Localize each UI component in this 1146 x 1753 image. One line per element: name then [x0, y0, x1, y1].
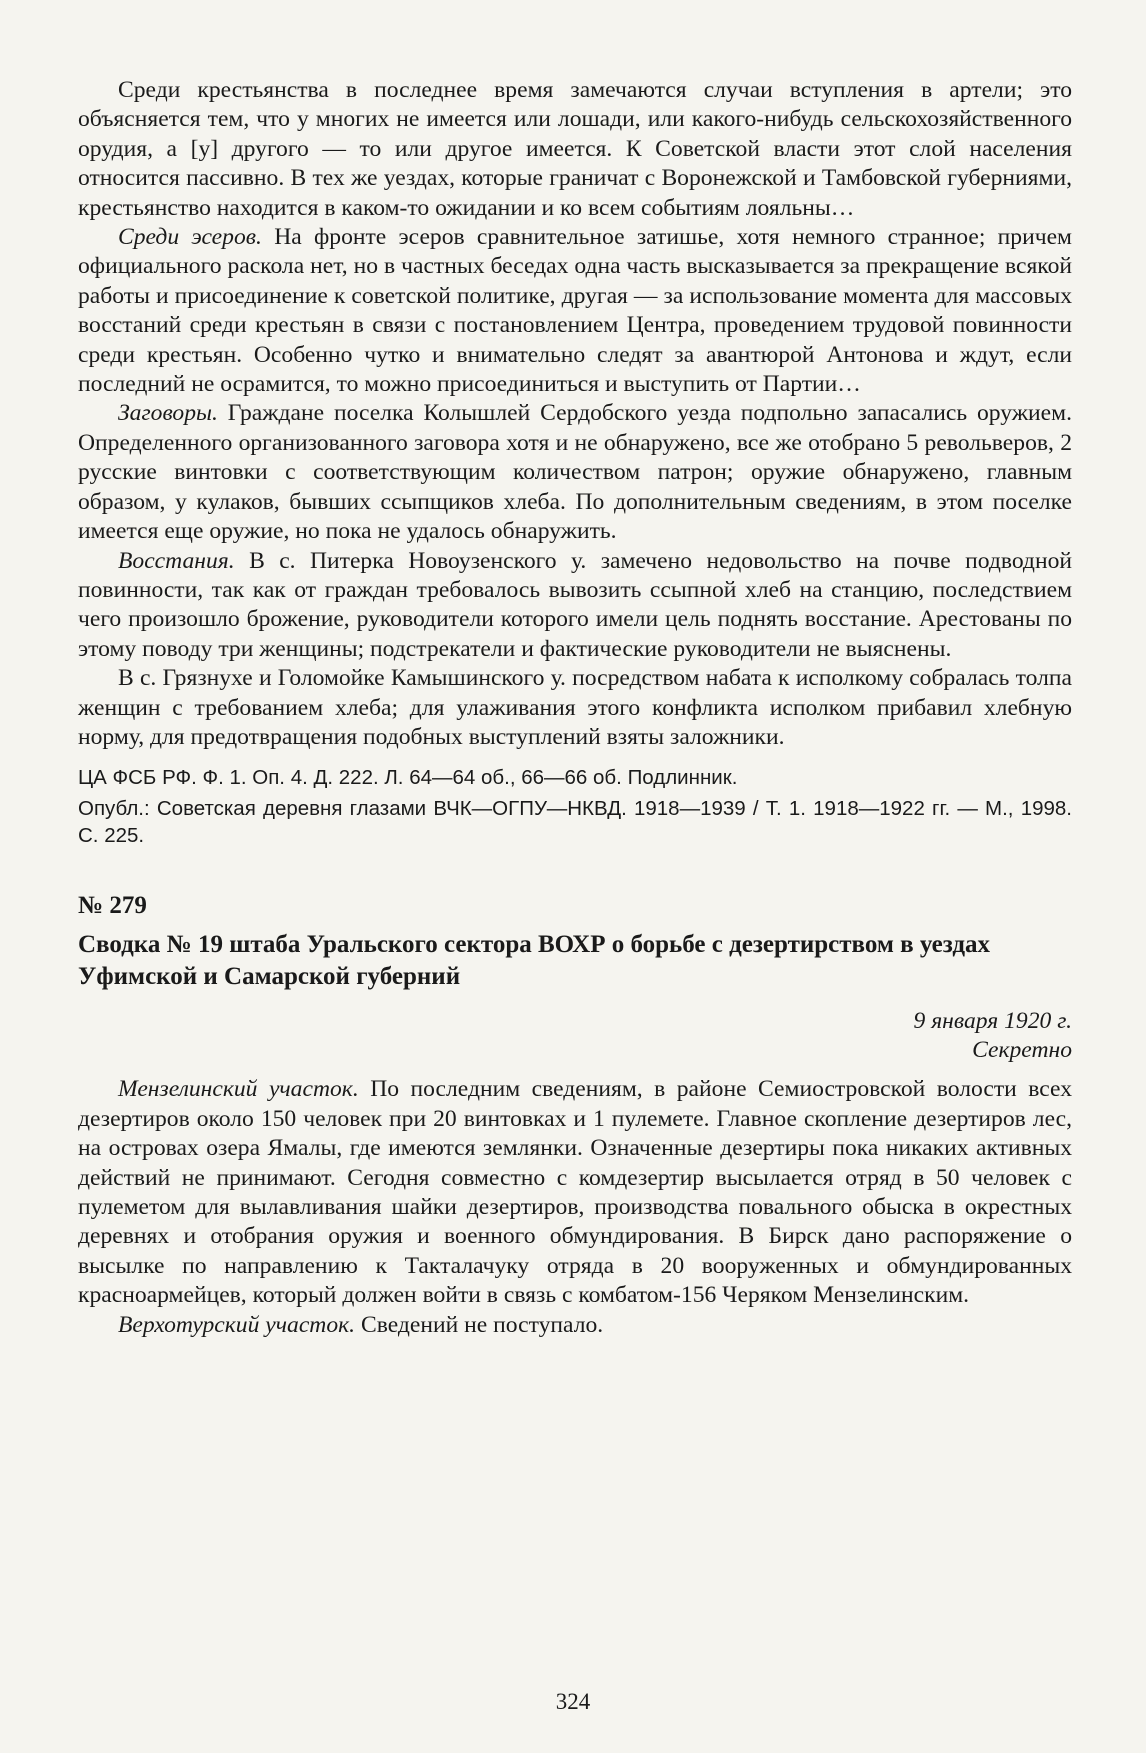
paragraph-text: На фронте эсеров сравнительное затишье, хотя немного странное; причем официального раскола нет, но в частных беседах одна часть высказывается за прекращение всякой работы и присоединение к советской политике, другая — за использование момента для массовых восстаний среди крестьян в связи с постановлением Центра, проведением трудовой повинности среди крестьян. Особенно чутко и внимательно следят за авантюрой Антонова и ждут, если последний не осрамится, то можно присоединиться и выступить от Партии…: [78, 224, 1072, 398]
document-title: Сводка № 19 штаба Уральского сектора ВОХР о борьбе с дезертирством в уездах Уфимской и Самарской губерний: [78, 931, 990, 991]
publication-source: Опубл.: Советская деревня глазами ВЧК—ОГПУ—НКВД. 1918—1939 / Т. 1. 1918—1922 гг. — М., 1998. С. 225.: [78, 797, 1072, 848]
paragraph-text: Сведений не поступало.: [355, 1311, 604, 1338]
document-date: 9 января 1920 г.: [913, 1008, 1072, 1035]
section-lead: Мензелинский участок.: [118, 1076, 359, 1103]
paragraph-menzelinsk: [78, 1075, 1072, 1310]
paragraph-text: В с. Питерка Новоузенского у. замечено недовольство на почве подводной повинности, так как от граждан требовалось вывозить ссыпной хлеб на станцию, последствием чего произошло брожение, руководители которого имели цель поднять восстание. Арестованы по этому поводу три женщины; подстрекатели и фактические руководители не выяснены.: [78, 547, 1072, 662]
paragraph-text: В с. Грязнухе и Голомойке Камышинского у. посредством набата к исполкому собралась толпа женщин с требованием хлеба; для улаживания этого конфликта исполком прибавил хлебную норму, для предотвращения подобных выступлений взяты заложники.: [78, 665, 1072, 750]
paragraph-gryaznukha: [78, 664, 1072, 752]
paragraph-peasantry: [78, 76, 1072, 223]
document-number: № 279: [78, 892, 147, 920]
section-lead: Верхотурский участок.: [118, 1311, 356, 1338]
section-lead: Среди эсеров.: [118, 224, 262, 251]
paragraph-text: Среди крестьянства в последнее время замечаются случаи вступления в артели; это объясняется тем, что у многих не имеется или лошади, или какого-нибудь сельскохозяйственного орудия, а [у] другого — то или другое имеется. К Советской власти этот слой населения относится пассивно. В тех же уездах, которые граничат с Воронежской и Тамбовской губерниями, крестьянство находится в каком-то ожидании и ко всем событиям лояльны…: [78, 77, 1072, 221]
section-lead: Заговоры.: [118, 400, 218, 427]
classification-mark: Секретно: [972, 1037, 1072, 1064]
paragraph-verkhoturye: [78, 1311, 1072, 1340]
page-number: 324: [555, 1689, 591, 1714]
paragraph-text: По последним сведениям, в районе Семиостровской волости всех дезертиров около 150 человек при 20 винтовках и 1 пулемете. Главное скопление дезертиров лес, на островах озера Ямалы, где имеются землянки. Означенные дезертиры пока никаких активных действий не принимают. Сегодня совместно с комдезертир высылается отряд в 50 человек с пулеметом для вылавливания шайки дезертиров, производства повального обыска в окрестных деревнях и отобрания оружия и военного обмундирования. В Бирск дано распоряжение о высылке по направлению к Такталачуку отряда в 20 вооруженных и обмундированных красноармейцев, который должен войти в связь с комбатом-156 Черяком Мензелинским.: [78, 1076, 1072, 1309]
section-lead: Восстания.: [118, 547, 235, 574]
paragraph-uprisings: [78, 547, 1072, 665]
archive-source: ЦА ФСБ РФ. Ф. 1. Оп. 4. Д. 222. Л. 64—64 об., 66—66 об. Подлинник.: [78, 766, 738, 790]
paragraph-text: Граждане поселка Колышлей Сердобского уезда подпольно запасались оружием. Определенного организованного заговора хотя и не обнаружено, все же отобрано 5 револьверов, 2 русские винтовки с соответствующим количеством патрон; оружие обнаружено, главным образом, у кулаков, бывших ссыпщиков хлеба. По дополнительным сведениям, в этом поселке имеется еще оружие, но пока не удалось обнаружить.: [78, 400, 1072, 545]
paragraph-conspiracies: [78, 399, 1072, 546]
paragraph-esers: [78, 223, 1072, 399]
document-page: [78, 76, 1072, 1340]
